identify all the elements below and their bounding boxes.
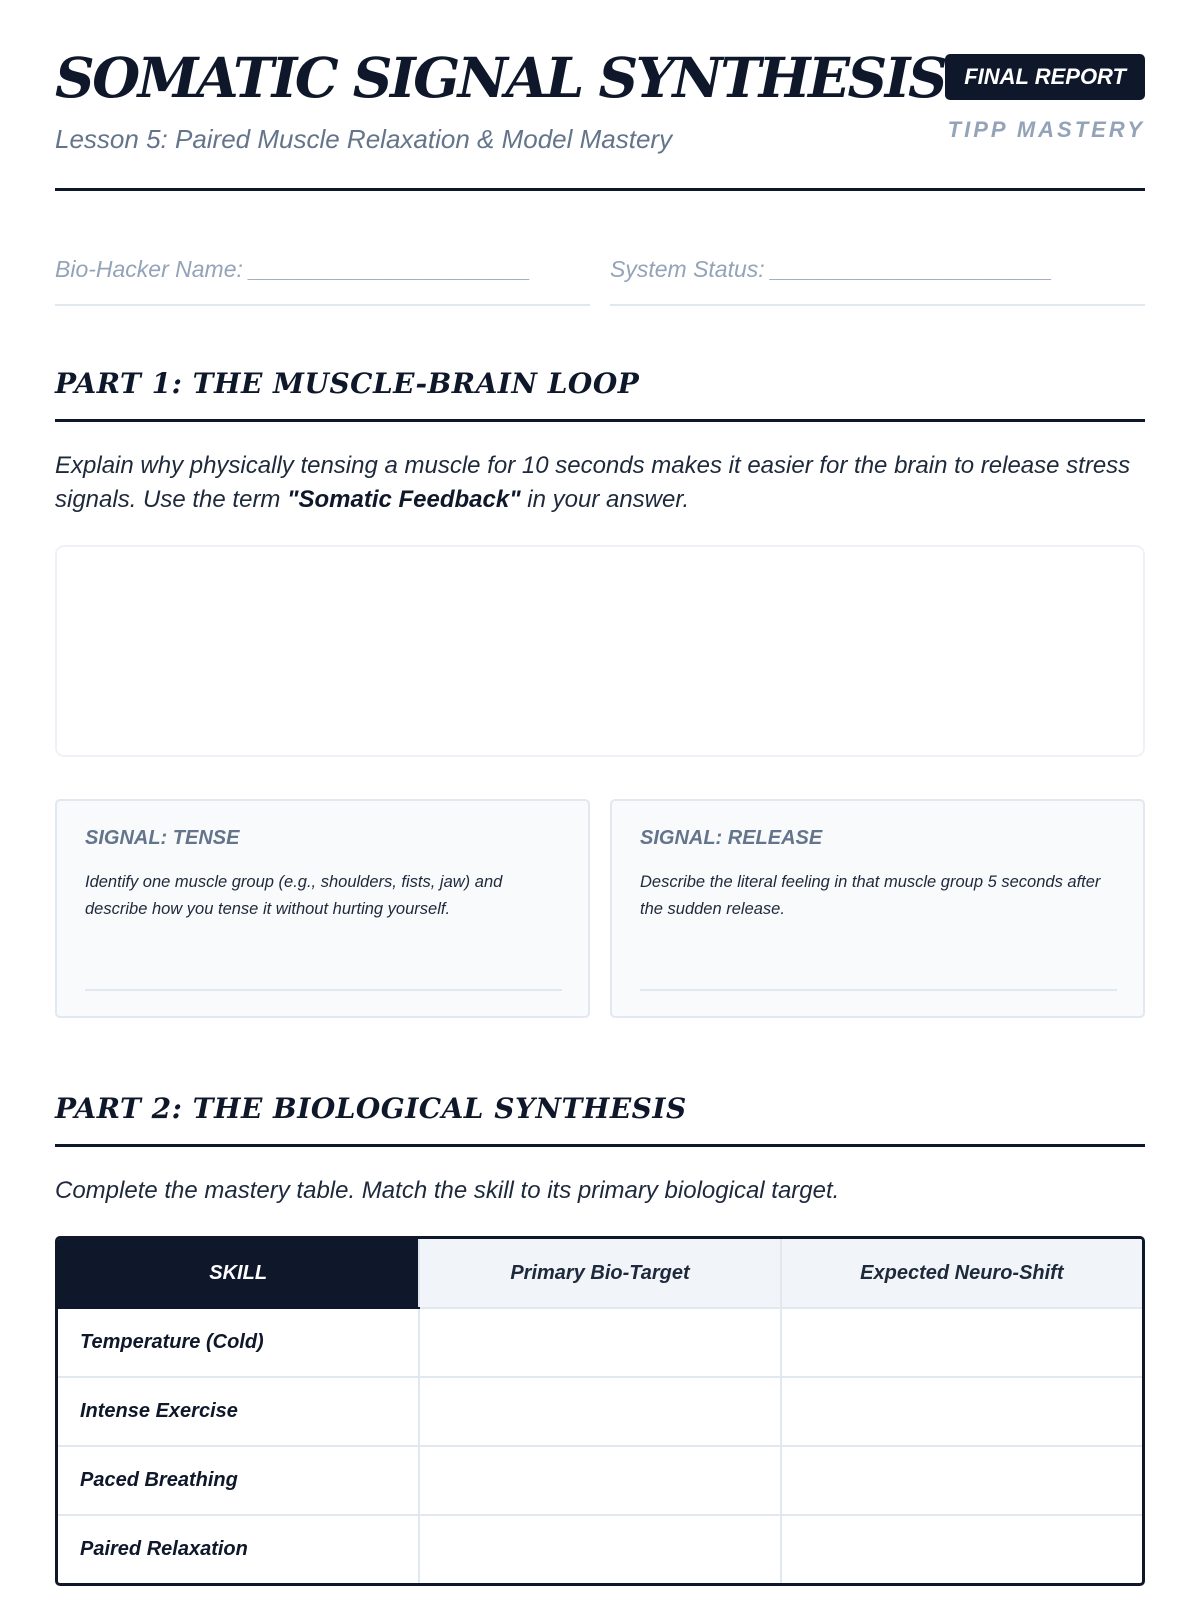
neuro-shift-cell[interactable]: [781, 1377, 1142, 1446]
signal-tense-description: Identify one muscle group (e.g., shoulders, fists, jaw) and describe how you tense it without hurting yourself.: [85, 873, 503, 918]
skill-cell: Paired Relaxation: [58, 1515, 419, 1583]
neuro-shift-cell[interactable]: [781, 1308, 1142, 1377]
system-status-field[interactable]: System Status: ______________________: [610, 256, 1145, 306]
part1-prompt-text: Explain why physically tensing a muscle for 10 seconds makes it easier for the brain to release stress signals. Use the term: [55, 452, 1131, 513]
table-row: [58, 1446, 1142, 1515]
neuro-shift-column-header: Expected Neuro-Shift: [781, 1239, 1142, 1308]
signal-tense-answer-line[interactable]: [85, 989, 562, 991]
somatic-feedback-term: "Somatic Feedback": [287, 486, 521, 513]
final-report-badge: FINAL REPORT: [945, 54, 1145, 100]
page-title: SOMATIC SIGNAL SYNTHESIS: [55, 45, 946, 110]
signal-release-title: SIGNAL: RELEASE: [640, 827, 823, 849]
signal-release-description: Describe the literal feeling in that muscle group 5 seconds after the sudden release.: [640, 873, 1101, 918]
mastery-table-frame: [55, 1236, 1145, 1586]
part1-prompt: [55, 449, 1145, 517]
skill-cell: Temperature (Cold): [80, 1331, 264, 1353]
bio-target-cell[interactable]: [419, 1308, 780, 1377]
part2-heading: PART 2: THE BIOLOGICAL SYNTHESIS: [55, 1092, 1145, 1147]
neuro-shift-cell[interactable]: [781, 1446, 1142, 1515]
bio-target-cell[interactable]: [419, 1377, 780, 1446]
page-subtitle: Lesson 5: Paired Muscle Relaxation & Model Mastery: [55, 124, 673, 154]
signal-release-card: [610, 799, 1145, 1018]
neuro-shift-cell[interactable]: [781, 1515, 1142, 1583]
report-header: [55, 0, 1145, 191]
signal-tense-title: SIGNAL: TENSE: [85, 827, 240, 849]
skill-cell: Paced Breathing: [58, 1446, 419, 1515]
program-label: TIPP MASTERY: [947, 117, 1145, 142]
skill-cell: Intense Exercise: [58, 1377, 419, 1446]
part1-prompt-ending: in your answer.: [520, 486, 690, 513]
signal-release-answer-line[interactable]: [640, 989, 1117, 991]
part1-heading: PART 1: THE MUSCLE-BRAIN LOOP: [55, 367, 1145, 422]
table-row: [58, 1377, 1142, 1446]
signal-tense-card: [55, 799, 590, 1018]
table-row: [58, 1308, 1142, 1377]
part2-prompt: Complete the mastery table. Match the skill to its primary biological target.: [55, 1177, 840, 1204]
skill-column-header: SKILL: [58, 1239, 419, 1308]
mastery-table: [58, 1239, 1142, 1583]
bio-target-cell[interactable]: [419, 1446, 780, 1515]
table-row: [58, 1515, 1142, 1583]
bio-target-column-header: Primary Bio-Target: [419, 1239, 780, 1308]
bio-target-cell[interactable]: [419, 1515, 780, 1583]
info-fields: [55, 256, 1145, 306]
table-header-row: [58, 1239, 1142, 1308]
part1-answer-box[interactable]: [55, 545, 1145, 757]
bio-hacker-name-field[interactable]: Bio-Hacker Name: ______________________: [55, 256, 590, 306]
